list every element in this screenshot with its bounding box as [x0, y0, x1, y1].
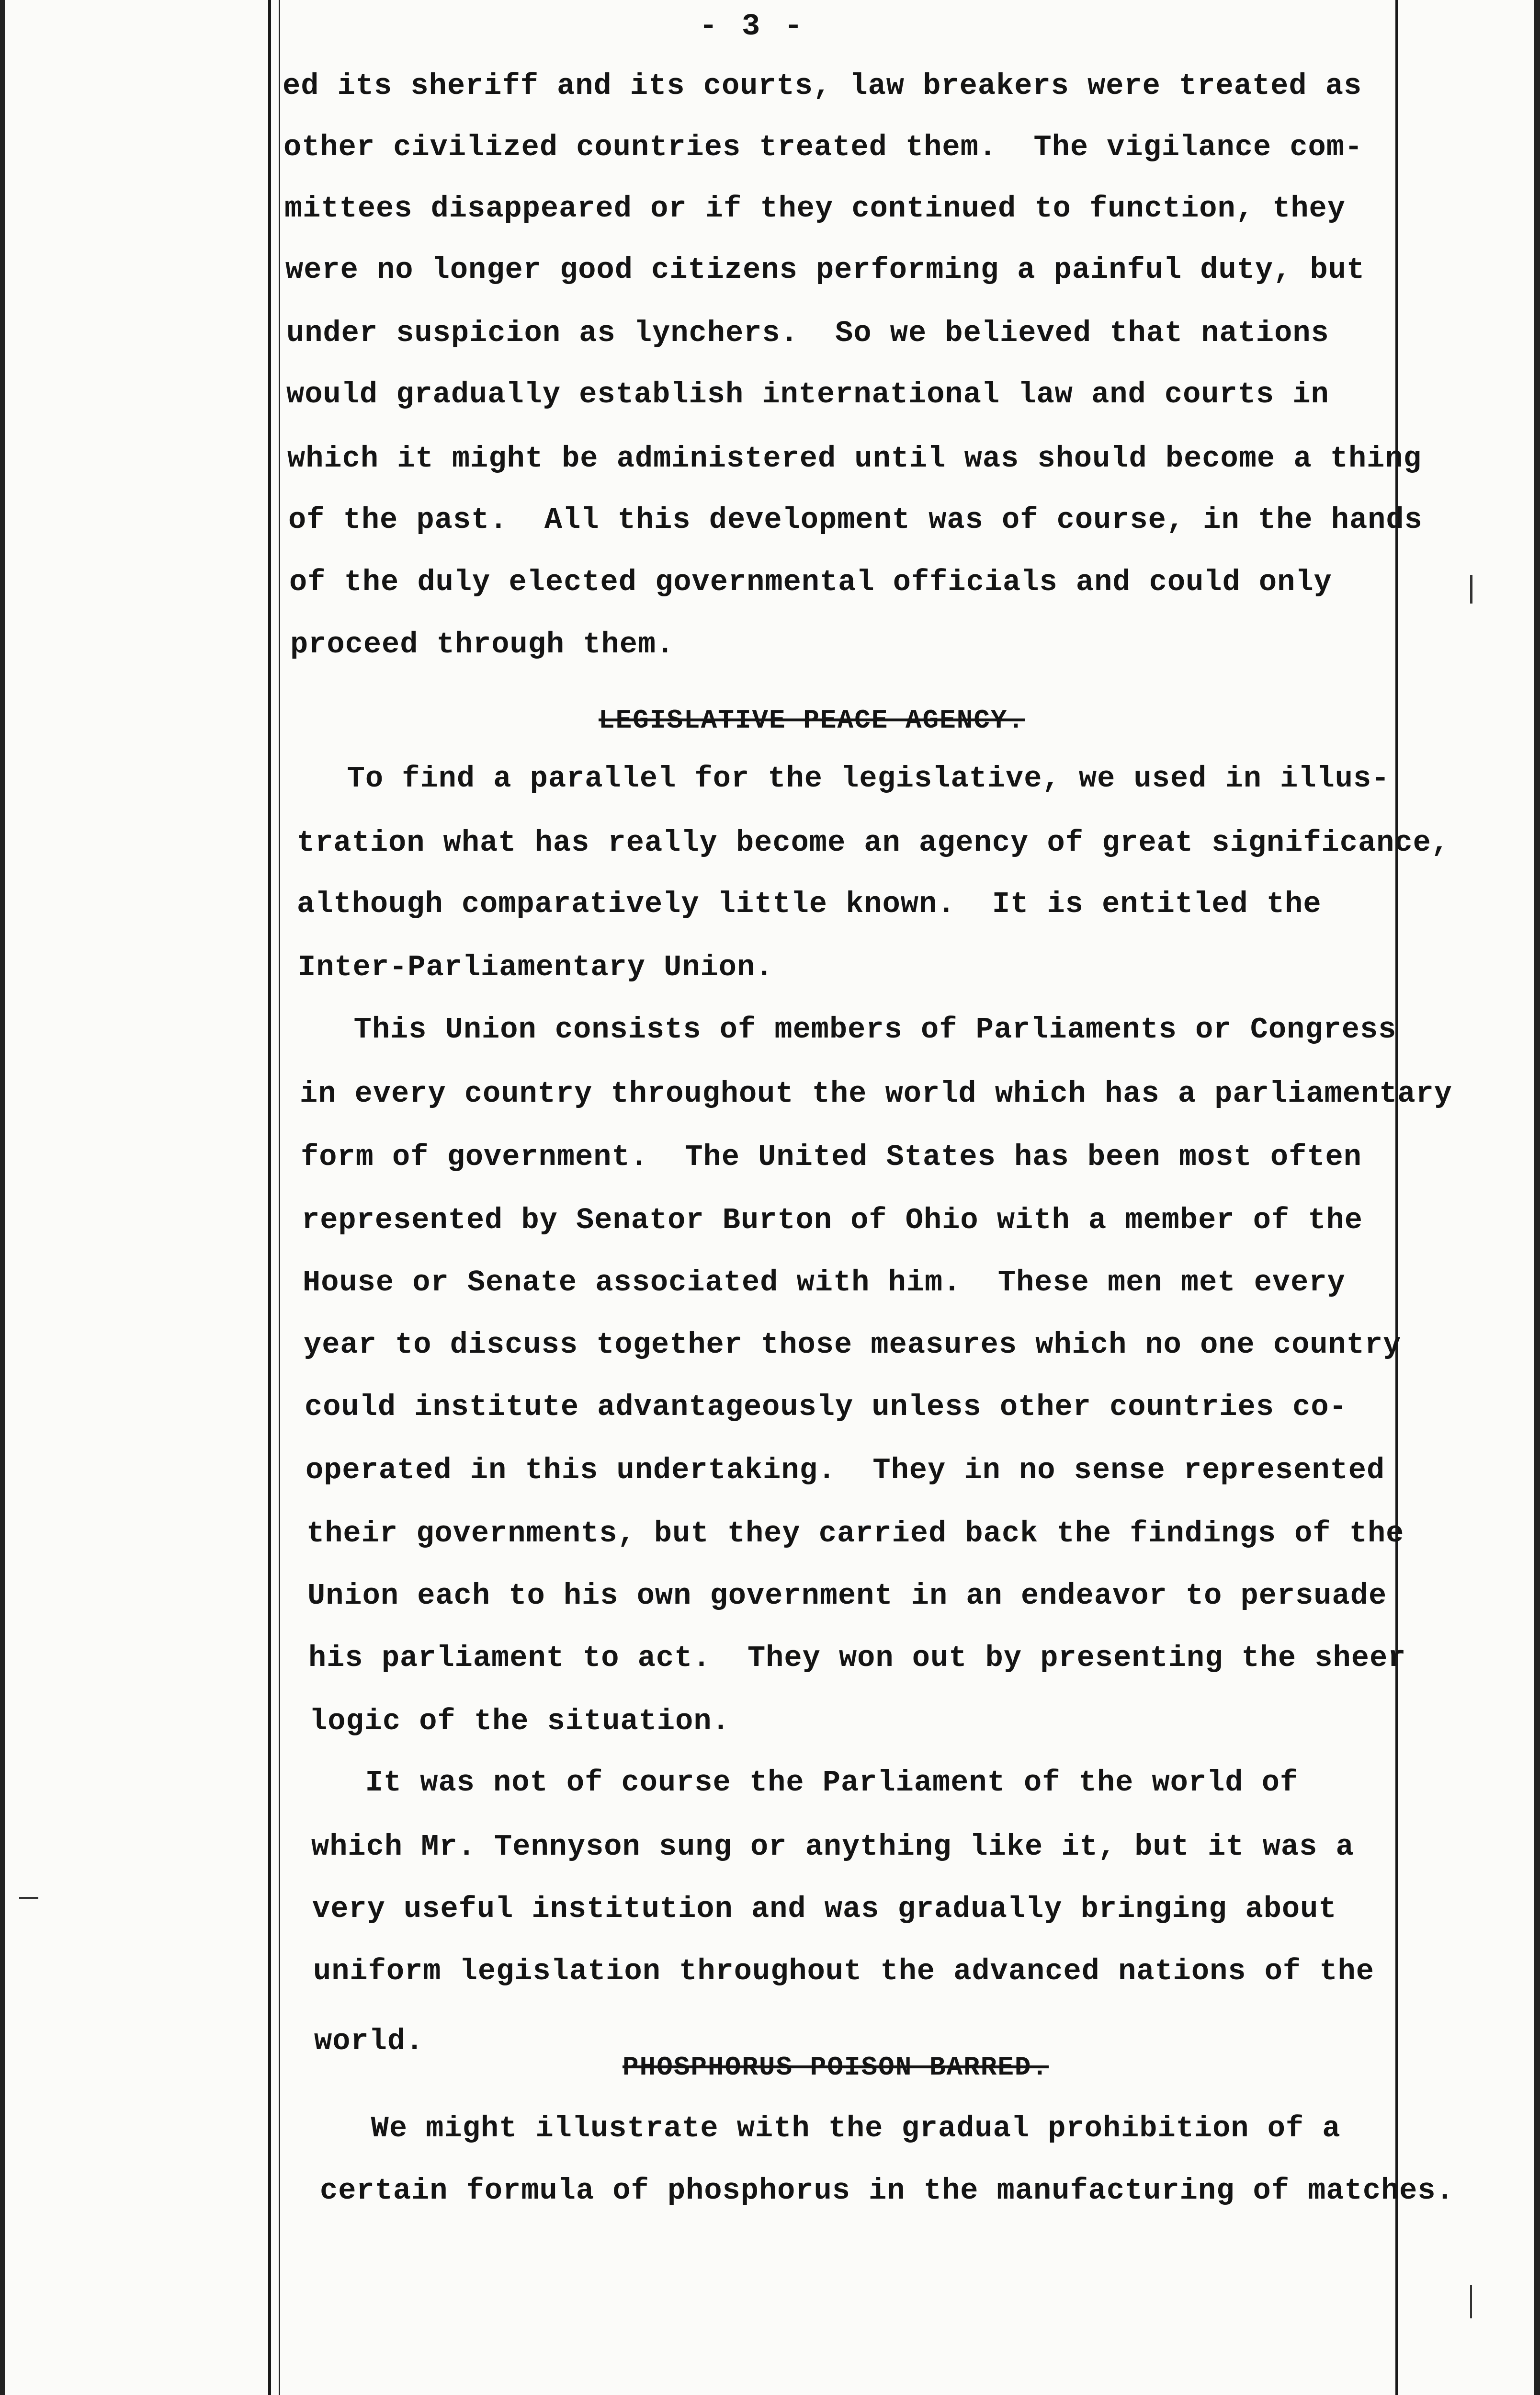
text-line: other civilized countries treated them. The vigilance com- — [283, 130, 1363, 164]
text-line: It was not of course the Parliament of the world of — [310, 1766, 1299, 1800]
text-line: under suspicion as lynchers. So we believed that nations — [286, 316, 1329, 350]
text-line: in every country throughout the world which has a parliamentary — [300, 1077, 1452, 1111]
text-line: very useful institution and was gradually bringing about — [312, 1892, 1337, 1926]
margin-rule-right — [1395, 0, 1398, 2395]
text-line: uniform legislation throughout the advanced nations of the — [313, 1954, 1374, 1988]
text-line: House or Senate associated with him. These men met every — [303, 1266, 1346, 1300]
text-line: were no longer good citizens performing a painful duty, but — [285, 253, 1365, 287]
text-line: proceed through them. — [290, 627, 675, 661]
text-line: To find a parallel for the legislative, we used in illus- — [292, 762, 1390, 796]
text-line: certain formula of phosphorus in the manufacturing of matches. — [320, 2174, 1454, 2208]
text-line: which Mr. Tennyson sung or anything like it, but it was a — [311, 1830, 1354, 1864]
page-number: - 3 - — [699, 10, 806, 44]
section-heading-struck: PHOSPHORUS POISON BARRED. — [623, 2052, 1049, 2083]
text-line: could institute advantageously unless other countries co- — [305, 1390, 1348, 1424]
section-heading-struck: LEGISLATIVE PEACE AGENCY. — [599, 705, 1025, 736]
text-line: tration what has really become an agency of great significance, — [297, 826, 1449, 860]
text-line: operated in this undertaking. They in no sense represented — [306, 1453, 1385, 1487]
scan-border-left — [0, 0, 5, 2395]
stray-mark — [1470, 2285, 1472, 2318]
text-line: his parliament to act. They won out by presenting the sheer — [308, 1641, 1406, 1675]
text-line: ed its sheriff and its courts, law breakers were treated as — [283, 69, 1362, 103]
text-line: represented by Senator Burton of Ohio with a member of the — [302, 1203, 1363, 1237]
margin-rule-left-inner — [279, 0, 280, 2395]
text-line: year to discuss together those measures which no one country — [304, 1328, 1402, 1362]
stray-mark — [19, 1897, 38, 1899]
margin-rule-left — [268, 0, 271, 2395]
text-line: which it might be administered until was should become a thing — [287, 442, 1422, 476]
stray-mark — [1470, 575, 1472, 604]
text-line: We might illustrate with the gradual prohibition of a — [316, 2111, 1341, 2145]
text-line: of the duly elected governmental officials and could only — [289, 565, 1332, 599]
text-line: This Union consists of members of Parliaments or Congress — [299, 1013, 1397, 1047]
text-line: Inter-Parliamentary Union. — [298, 950, 774, 984]
text-line: form of government. The United States has been most often — [301, 1140, 1362, 1174]
text-line: Union each to his own government in an endeavor to persuade — [307, 1579, 1387, 1613]
text-line: their governments, but they carried back the findings of the — [306, 1517, 1404, 1551]
text-line: of the past. All this development was of course, in the hands — [288, 503, 1423, 537]
text-line: mittees disappeared or if they continued to function, they — [284, 192, 1346, 226]
text-line: logic of the situation. — [309, 1704, 730, 1738]
text-line: would gradually establish international law and courts in — [286, 377, 1329, 411]
scan-border-right — [1534, 0, 1540, 2395]
text-line: although comparatively little known. It is entitled the — [297, 887, 1322, 921]
text-line: world. — [314, 2024, 424, 2058]
